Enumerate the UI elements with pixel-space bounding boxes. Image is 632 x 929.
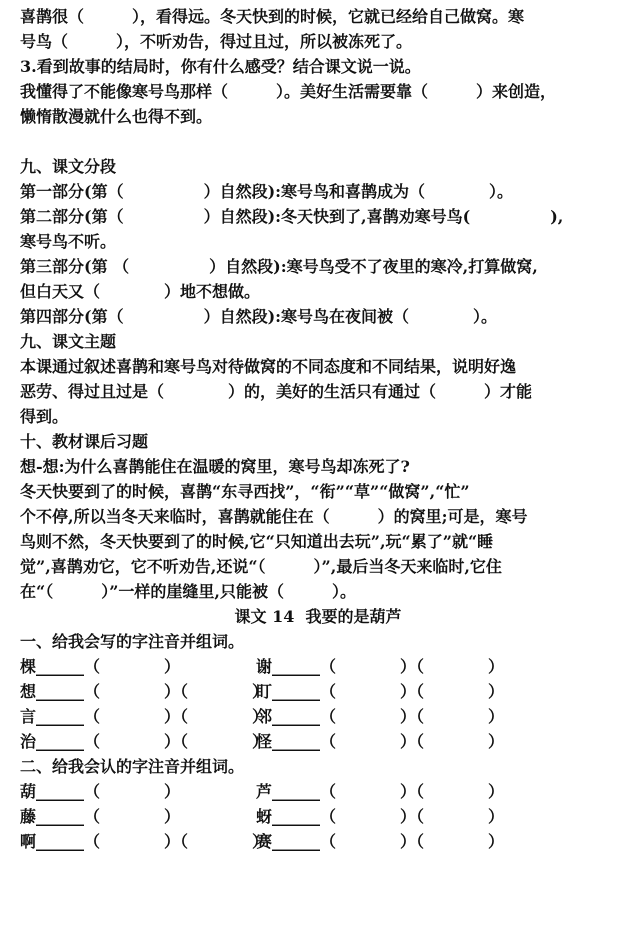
part-3-line: 第三部分(第 （ ）自然段):寒号鸟受不了夜里的寒冷,打算做窝, [20,257,538,276]
question-3: 3.看到故事的结局时，你有什么感受？结合课文说一说。 [20,57,421,76]
text-line: 鸟则不然，冬天快要到了的时候,它“只知道出去玩”,玩“累了”就“睡 [20,532,494,551]
lesson-title: 课文 14 我要的是葫芦 [234,607,402,626]
word-item: 想______（ ）（ ） [20,682,269,701]
section1-row [20,729,616,754]
text-line: 个不停,所以当冬天来临时，喜鹊就能住在（ ）的窝里;可是，寒号 [20,507,528,526]
text-line: 懒惰散漫就什么也得不到。 [20,107,213,126]
section1-row [20,654,616,679]
text-line: 喜鹊很（ ），看得远。冬天快到的时候，它就已经给自己做窝。寒 [20,7,525,26]
word-item: 棵______（ ） [20,657,181,676]
spacer [20,129,616,154]
text-line: 但白天又（ ）地不想做。 [20,282,261,301]
exercise-question: 想-想:为什么喜鹊能住在温暖的窝里，寒号鸟却冻死了? [20,457,410,476]
section1-row [20,704,616,729]
word-item: 葫______（ ） [20,782,181,801]
text-line: 冬天快要到了的时候，喜鹊“东寻西找”，“衔”“草”“做窝”,“忙” [20,482,470,501]
word-item: 芦______（ ）（ ） [256,782,505,801]
word-item: 赛______（ ）（ ） [256,832,505,851]
section1-row [20,679,616,704]
section2-title: 二、给我会认的字注音并组词。 [20,757,245,776]
text-line: 觉”,喜鹊劝它，它不听劝告,还说“（ ）”,最后当冬天来临时,它住 [20,557,502,576]
text-line: 在“（ ）”一样的崖缝里,只能被（ ）。 [20,582,356,601]
text-line: 恶劳、得过且过是（ ）的，美好的生活只有通过（ ）才能 [20,382,533,401]
word-item: 谢______（ ）（ ） [256,657,505,676]
part-4-line: 第四部分(第（ ）自然段):寒号鸟在夜间被（ ）。 [20,307,498,326]
part-2-line: 第二部分(第（ ）自然段):冬天快到了,喜鹊劝寒号鸟( ), [20,207,564,226]
text-line: 寒号鸟不听。 [20,232,117,251]
section2-row [20,829,616,854]
word-item: 邻______（ ）（ ） [256,707,505,726]
word-item: 蚜______（ ）（ ） [256,807,505,826]
section-heading-paragraphs: 九、课文分段 [20,157,117,176]
section1-title: 一、给我会写的字注音并组词。 [20,632,245,651]
word-item: 盯______（ ）（ ） [256,682,505,701]
word-item: 怪______（ ）（ ） [256,732,505,751]
text-line: 号鸟（ ），不听劝告，得过且过，所以被冻死了。 [20,32,413,51]
section-heading-exercises: 十、教材课后习题 [20,432,149,451]
word-item: 言______（ ）（ ） [20,707,269,726]
word-item: 藤______（ ） [20,807,181,826]
text-line: 本课通过叙述喜鹊和寒号鸟对待做窝的不同态度和不同结果，说明好逸 [20,357,517,376]
word-item: 啊______（ ）（ ） [20,832,269,851]
word-item: 治______（ ）（ ） [20,732,269,751]
text-line: 得到。 [20,407,69,426]
section2-row [20,779,616,804]
text-line: 我懂得了不能像寒号鸟那样（ ）。美好生活需要靠（ ）来创造， [20,82,557,101]
section-heading-theme: 九、课文主题 [20,332,117,351]
section2-row [20,804,616,829]
part-1-line: 第一部分(第（ ）自然段):寒号鸟和喜鹊成为（ ）。 [20,182,514,201]
